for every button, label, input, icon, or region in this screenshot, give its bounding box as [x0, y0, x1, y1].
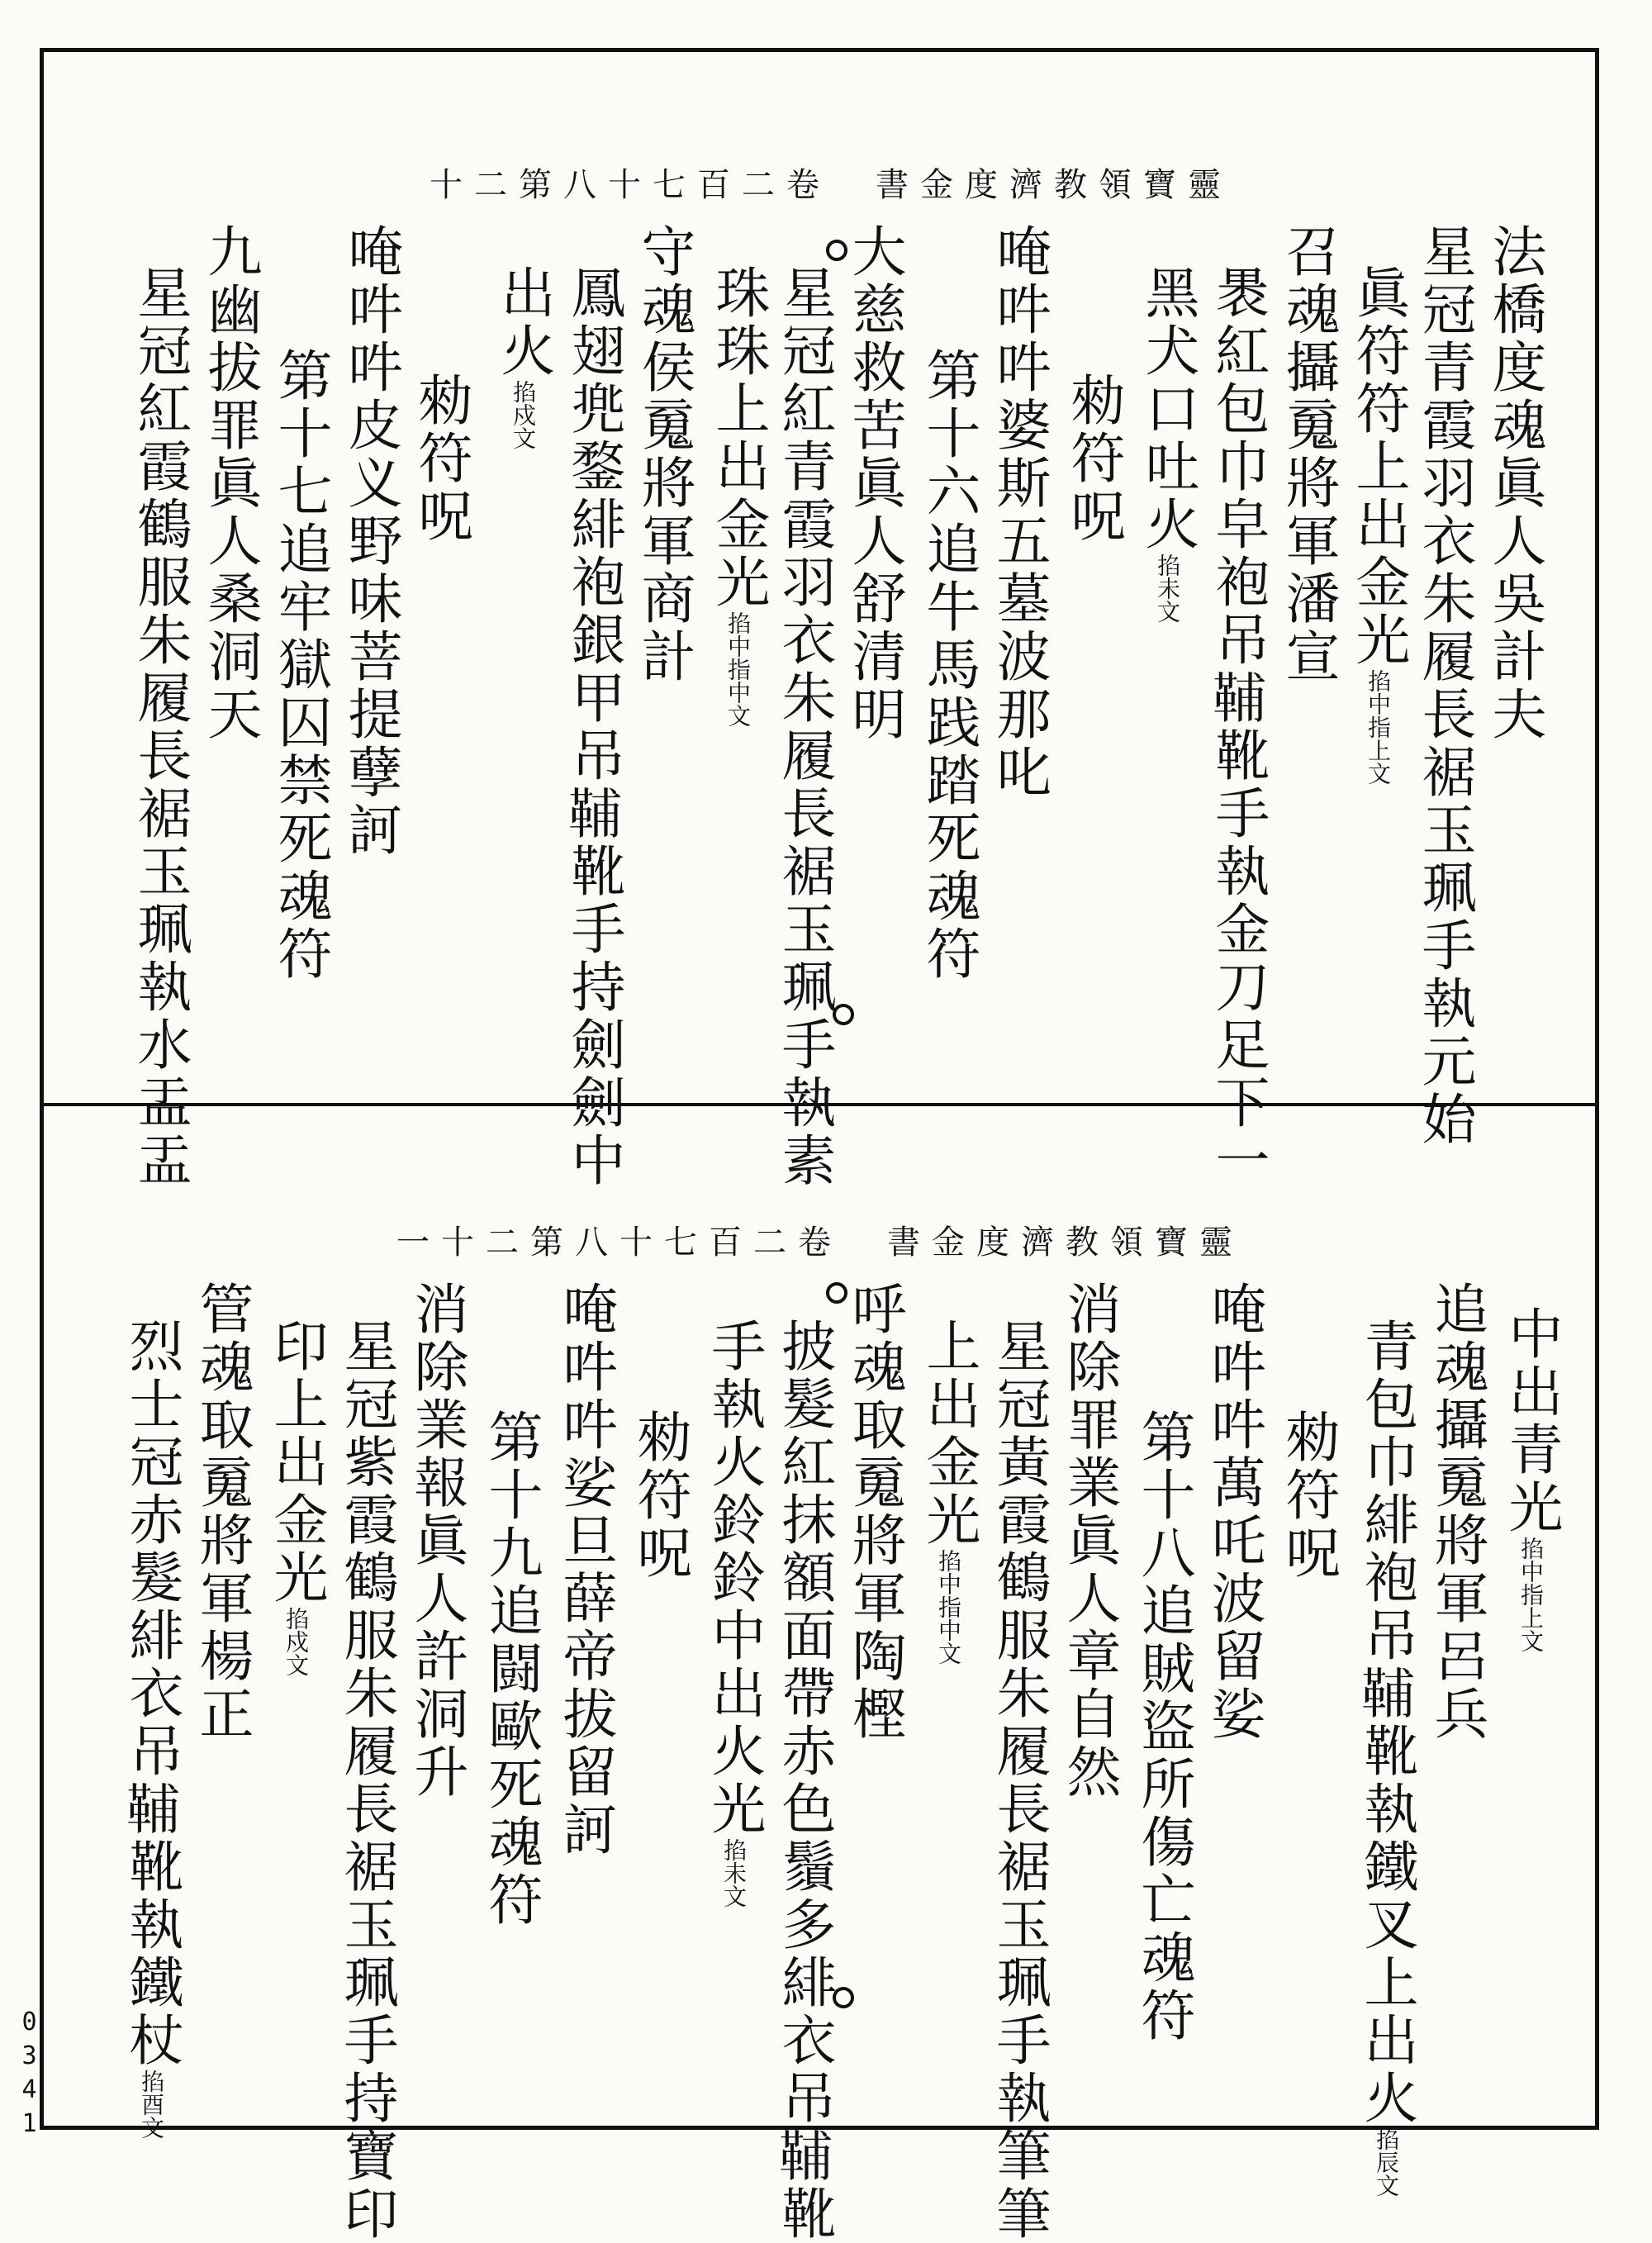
top-column-6 [1136, 264, 1199, 623]
bottom-column-3 [1355, 1318, 1418, 2197]
column-text: 守魂侯䰟將軍商計 [632, 223, 695, 686]
column-text: 勑符呪 [1061, 372, 1125, 545]
bottom-column-11 [772, 1318, 836, 2243]
column-text: 星冠黃霞鶴服朱履長裾玉珮手執筆筆 [987, 1318, 1051, 2243]
column-text: 青包巾緋袍吊𩊬靴執鐵叉上出火 [1355, 1318, 1418, 2127]
column-text: 星冠紅霞鶴服朱履長裾玉珮執水盂盂 [128, 264, 192, 1190]
top-circle-mark-1 [826, 240, 847, 261]
column-annotation: 掐中指上文 [1365, 669, 1392, 785]
top-column-7 [1061, 372, 1125, 545]
column-text: 唵吽吽婆斯五墓波那叱 [987, 223, 1051, 801]
bottom-running-header: 靈寶領教濟度金書 卷二百七十八第二十一 [396, 1224, 1244, 1262]
column-text: 星冠青霞羽衣朱履長裾玉珮手執元始 [1412, 223, 1476, 1148]
bottom-column-2 [1425, 1281, 1488, 1743]
top-column-16 [409, 372, 472, 545]
top-column-18 [268, 347, 332, 983]
bottom-column-10 [843, 1281, 906, 1743]
bottom-column-4 [1276, 1409, 1340, 1582]
column-annotation: 掐辰文 [1373, 2127, 1400, 2197]
column-text: 鳳翅兠鍪緋袍銀甲吊𩊬靴手持劍劍中 [562, 264, 625, 1190]
bottom-circle-mark-2 [833, 1987, 854, 2008]
column-annotation: 掐中指中文 [935, 1549, 962, 1665]
column-text: 唵吽吽萬吒波留娑 [1202, 1281, 1265, 1743]
column-text: 呼魂取䰟將軍陶樫 [843, 1281, 906, 1743]
top-column-9 [917, 347, 980, 983]
top-column-11 [772, 264, 836, 1190]
column-text: 第十六追牛馬践踏死魂符 [917, 347, 980, 983]
column-text: 第十八追賊盜所傷亡魂符 [1132, 1409, 1195, 2045]
bottom-column-12 [702, 1318, 766, 1908]
column-text: 第十七追牢獄囚禁死魂符 [268, 347, 332, 983]
column-text: 管魂取䰟將軍楊正 [190, 1281, 254, 1743]
top-column-19 [198, 223, 262, 744]
column-text: 消除業報眞人許洞升 [405, 1281, 468, 1801]
bottom-column-6 [1132, 1409, 1195, 2045]
bottom-column-14 [553, 1281, 617, 1859]
page-number: 0341 [15, 2008, 44, 2143]
bottom-column-5 [1202, 1281, 1265, 1743]
column-annotation: 掐戍文 [510, 380, 537, 449]
bottom-column-7 [1057, 1281, 1121, 1801]
top-column-1 [1483, 223, 1546, 744]
column-text: 唵吽吽皮义野味菩提孽訶 [339, 223, 402, 859]
bottom-column-20 [120, 1318, 183, 2139]
column-annotation: 掐酉文 [138, 2070, 165, 2139]
bottom-column-9 [917, 1318, 980, 1665]
top-column-4 [1276, 223, 1340, 686]
bottom-column-13 [628, 1409, 691, 1582]
column-annotation: 掐未文 [720, 1838, 748, 1908]
bottom-column-1 [1499, 1305, 1563, 1652]
column-text: 星冠紫霞鶴服朱履長裾玉珮手持寶印 [335, 1318, 398, 2243]
column-text: 眞符符上出金光 [1346, 264, 1410, 669]
column-annotation: 掐中指上文 [1517, 1537, 1545, 1652]
column-text: 追魂攝䰟將軍呂兵 [1425, 1281, 1488, 1743]
top-column-17 [339, 223, 402, 859]
top-column-8 [987, 223, 1051, 801]
column-text: 九幽拔罪眞人桑洞天 [198, 223, 262, 744]
bottom-column-15 [479, 1409, 543, 1929]
column-text: 褁紅包巾皁袍吊𩊬靴手執金刀足下一 [1206, 264, 1270, 1190]
top-column-5 [1206, 264, 1270, 1190]
column-text: 召魂攝䰟將軍潘宣 [1276, 223, 1340, 686]
top-column-10 [843, 223, 906, 744]
column-text: 勑符呪 [409, 372, 472, 545]
column-annotation: 掐中指中文 [724, 611, 752, 727]
column-text: 披髮紅抹額面帶赤色鬚多緋衣吊𩊬靴 [772, 1318, 836, 2243]
bottom-column-18 [264, 1318, 328, 1676]
column-text: 大慈救苦眞人舒清明 [843, 223, 906, 744]
column-text: 中出青光 [1499, 1305, 1563, 1537]
top-column-3 [1346, 264, 1410, 785]
top-running-header: 靈寶領教濟度金書 卷二百七十八第二十 [430, 166, 1232, 204]
column-text: 勑符呪 [1276, 1409, 1340, 1582]
column-text: 勑符呪 [628, 1409, 691, 1582]
column-text: 星冠紅青霞羽衣朱履長裾玉珮手執素 [772, 264, 836, 1190]
column-text: 烈士冠赤髮緋衣吊𩊬靴執鐵杖 [120, 1318, 183, 2070]
top-column-14 [562, 264, 625, 1190]
column-annotation: 掐戍文 [282, 1607, 310, 1676]
column-text: 印上出金光 [264, 1318, 328, 1607]
column-text: 法橋度魂眞人吳計夫 [1483, 223, 1546, 744]
column-text: 出火 [491, 264, 555, 380]
column-annotation: 掐未文 [1154, 554, 1181, 623]
column-text: 第十九追闘歐死魂符 [479, 1409, 543, 1929]
top-column-20 [128, 264, 192, 1190]
column-text: 唵吽吽娑旦薛帝拔留訶 [553, 1281, 617, 1859]
top-column-12 [706, 264, 770, 727]
bottom-column-8 [987, 1318, 1051, 2243]
top-column-2 [1412, 223, 1476, 1148]
column-text: 手執火鈴鈴中出火光 [702, 1318, 766, 1838]
bottom-circle-mark-1 [826, 1282, 847, 1304]
top-circle-mark-2 [833, 1004, 854, 1025]
bottom-column-16 [405, 1281, 468, 1801]
top-column-13 [632, 223, 695, 686]
bottom-column-19 [190, 1281, 254, 1743]
column-text: 消除罪業眞人章自然 [1057, 1281, 1121, 1801]
column-text: 黑犬口吐火 [1136, 264, 1199, 554]
column-text: 珠珠上出金光 [706, 264, 770, 611]
top-column-15 [491, 264, 555, 449]
bottom-column-17 [335, 1318, 398, 2243]
column-text: 上出金光 [917, 1318, 980, 1549]
